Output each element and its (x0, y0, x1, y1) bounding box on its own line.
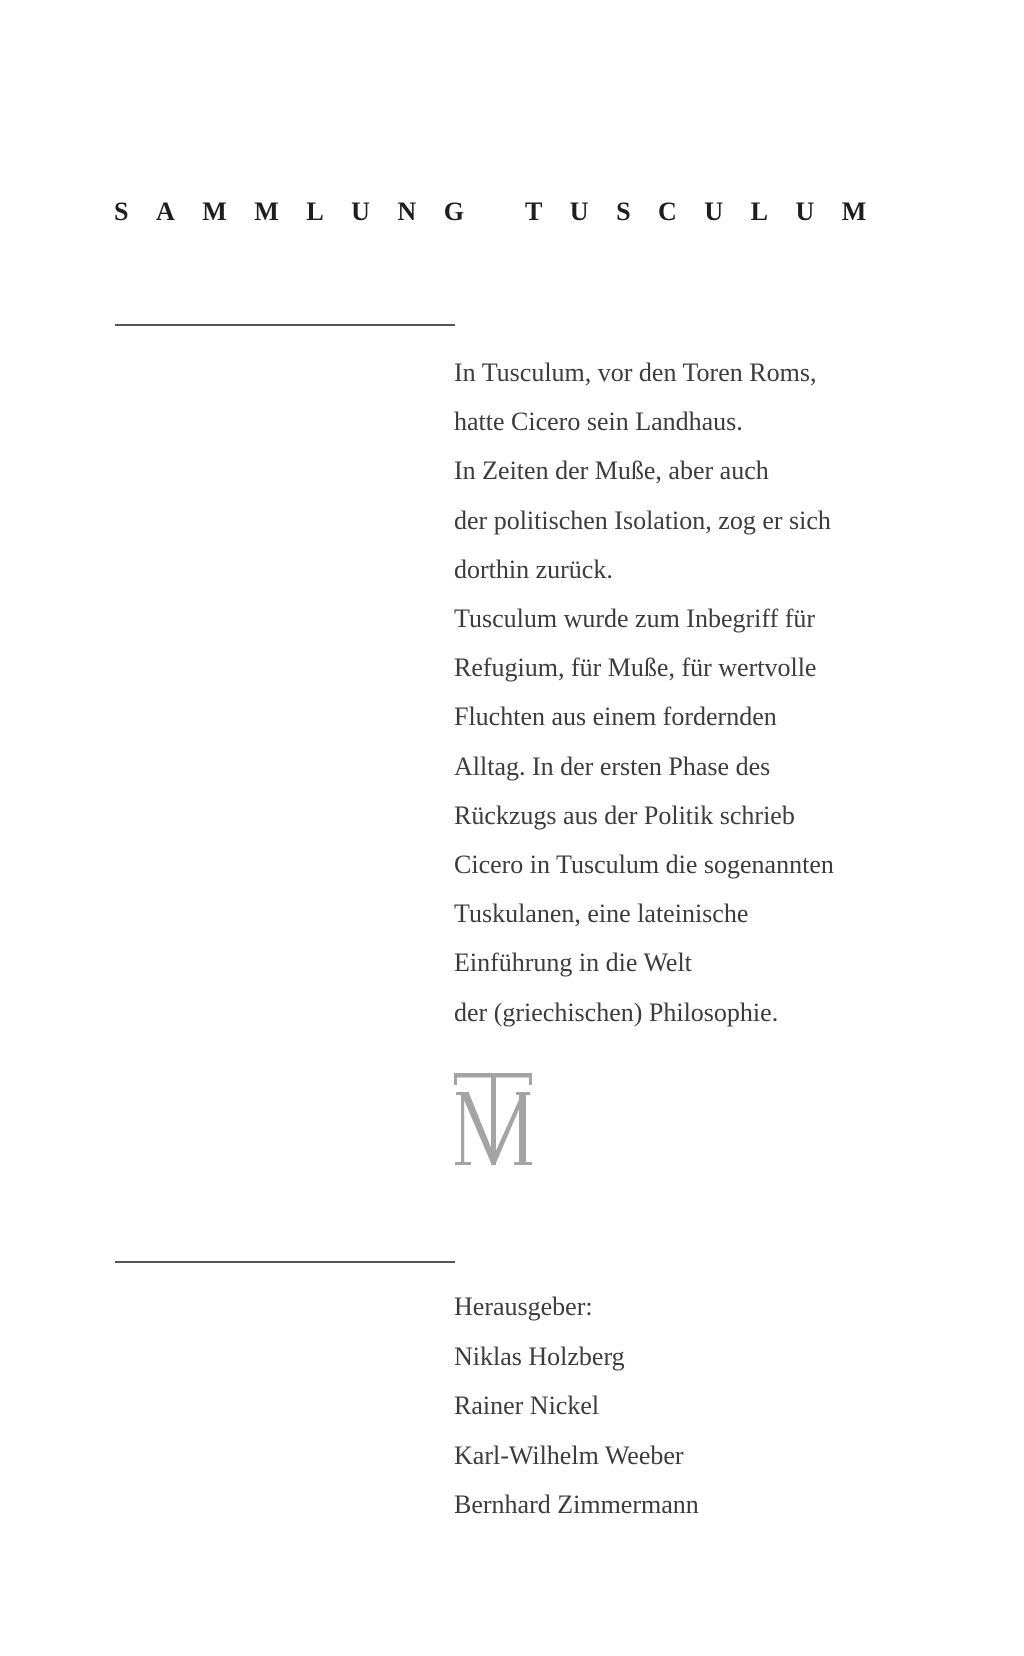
intro-line: der (griechischen) Philosophie. (454, 997, 779, 1027)
intro-line: Fluchten aus einem fordernden (454, 702, 777, 732)
intro-line: In Tusculum, vor den Toren Roms, (454, 358, 817, 387)
intro-line: Alltag. In der ersten Phase des (454, 751, 771, 781)
series-title: SAMMLUNG TUSCULUM (114, 197, 894, 226)
intro-line: In Zeiten der Muße, aber auch (454, 456, 769, 486)
bottom-divider (115, 1261, 455, 1263)
top-divider (115, 324, 455, 326)
intro-line: dorthin zurück. (454, 554, 613, 584)
editor-name: Karl-Wilhelm Weeber (454, 1440, 684, 1470)
intro-line: der politischen Isolation, zog er sich (454, 505, 831, 535)
intro-line: Refugium, für Muße, für wertvolle (454, 653, 817, 683)
intro-line: Einführung in die Welt (454, 948, 692, 978)
intro-line: Cicero in Tusculum die sogenannten (454, 850, 834, 880)
tm-monogram-icon (452, 1071, 534, 1167)
editors-heading: Herausgeber: (454, 1292, 593, 1321)
intro-line: Rückzugs aus der Politik schrieb (454, 800, 795, 830)
intro-line: Tuskulanen, eine lateinische (454, 899, 749, 929)
intro-line: Tusculum wurde zum Inbegriff für (454, 604, 816, 634)
editor-name: Niklas Holzberg (454, 1341, 625, 1371)
intro-line: hatte Cicero sein Landhaus. (454, 407, 743, 437)
editor-name: Bernhard Zimmermann (454, 1490, 699, 1519)
intro-text (454, 348, 974, 1037)
editors-list (454, 1282, 974, 1530)
editor-name: Rainer Nickel (454, 1391, 600, 1420)
